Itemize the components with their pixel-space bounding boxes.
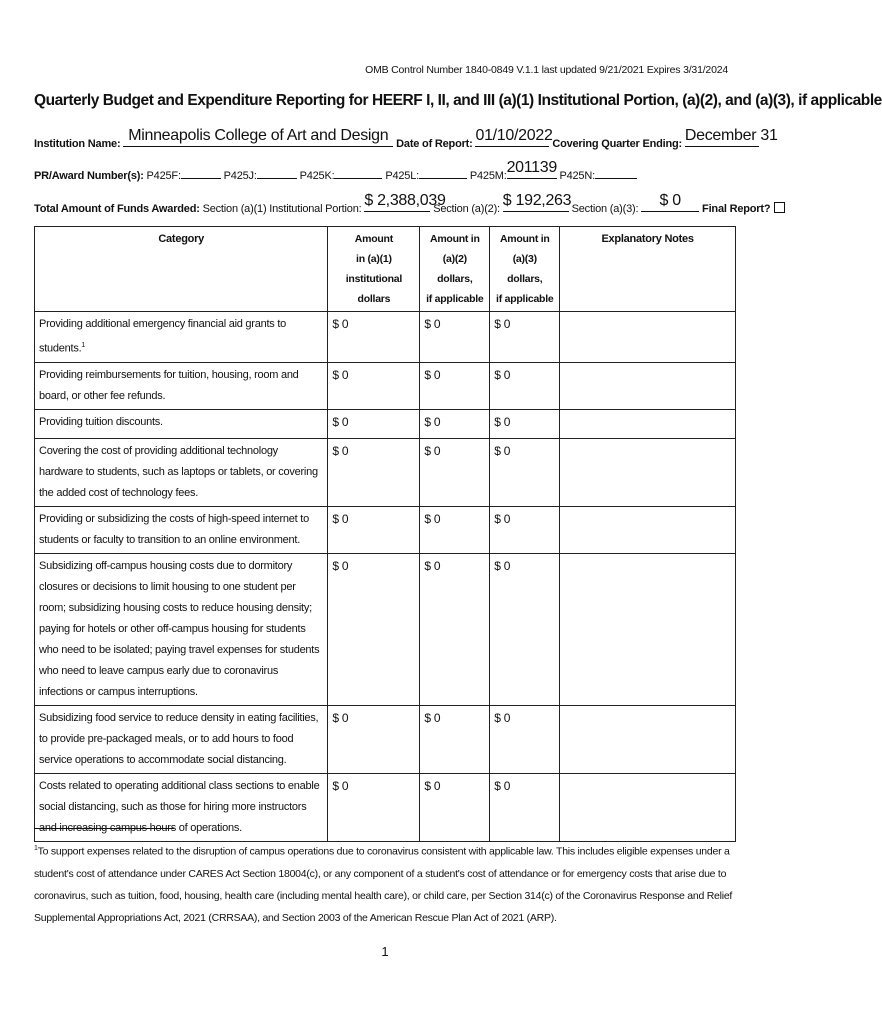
row-category: Providing reimbursements for tuition, housing, room and board, or other fee refunds. — [35, 362, 328, 409]
row-category: Costs related to operating additional class sections to enable social distancing, such as those for hiring more instructors and increasing campus hours of operations. — [35, 773, 328, 841]
table-header-row — [35, 227, 736, 312]
pr-award-line — [34, 159, 637, 182]
table-row — [35, 553, 736, 705]
row-amount-a2[interactable]: $ 0 — [420, 506, 490, 553]
total-funds-line — [34, 192, 785, 215]
quarter-label: Covering Quarter Ending: — [552, 138, 682, 150]
p425f-field[interactable] — [181, 166, 221, 179]
row-amount-a3[interactable]: $ 0 — [490, 553, 560, 705]
row-category: Providing tuition discounts. — [35, 409, 328, 438]
row-notes[interactable] — [560, 362, 736, 409]
p425k-label: P425K: — [299, 170, 335, 182]
section-a2-label: Section (a)(2): — [433, 203, 500, 215]
table-row — [35, 705, 736, 773]
institution-label: Institution Name: — [34, 138, 121, 150]
row-amount-a3[interactable]: $ 0 — [490, 506, 560, 553]
header-amount-a3: Amount in (a)(3) dollars, if applicable — [490, 227, 560, 312]
row-amount-a1[interactable]: $ 0 — [328, 362, 420, 409]
section-a1-label: Section (a)(1) Institutional Portion: — [202, 203, 362, 215]
section-a1-value: $ 2,388,039 — [364, 192, 446, 209]
p425m-field[interactable] — [506, 159, 557, 179]
header-notes: Explanatory Notes — [560, 227, 736, 312]
row-category: Providing or subsidizing the costs of high-speed internet to students or faculty to transition to an online environment. — [35, 506, 328, 553]
table-row — [35, 312, 736, 363]
date-of-report-value: 01/10/2022 — [475, 127, 553, 144]
quarter-ending-value: December 31 — [684, 127, 778, 144]
table-row — [35, 773, 736, 841]
row-amount-a3[interactable]: $ 0 — [490, 773, 560, 841]
p425j-label: P425J: — [223, 170, 257, 182]
row-amount-a1[interactable]: $ 0 — [328, 438, 420, 506]
footnote — [34, 838, 740, 929]
row-notes[interactable] — [560, 553, 736, 705]
section-a2-value: $ 192,263 — [502, 192, 572, 209]
footnote-text: To support expenses related to the disruption of campus operations due to coronavirus consistent with applicable law. This includes eligible expenses under a student's cost of attendance under CARES Act Section 18004(c), or any component of a student's cost of attendance or for emergency costs that arise due to coronavirus, such as tuition, food, housing, health care (including mental health care), or child care, per Section 314(c) of the Coronavirus Response and Relief Supplemental Appropriations Act, 2021 (CRRSAA), and Section 2003 of the American Rescue Plan Act of 2021 (ARP). — [34, 845, 733, 924]
total-funds-label: Total Amount of Funds Awarded: — [34, 203, 200, 215]
p425n-field[interactable] — [595, 166, 637, 179]
row-amount-a2[interactable]: $ 0 — [420, 409, 490, 438]
p425j-field[interactable] — [257, 166, 297, 179]
row-amount-a2[interactable]: $ 0 — [420, 438, 490, 506]
table-row — [35, 362, 736, 409]
row-amount-a3[interactable]: $ 0 — [490, 362, 560, 409]
section-a3-label: Section (a)(3): — [571, 203, 639, 215]
row-notes[interactable] — [560, 705, 736, 773]
row-amount-a2[interactable]: $ 0 — [420, 705, 490, 773]
row-amount-a2[interactable]: $ 0 — [420, 362, 490, 409]
table-row — [35, 506, 736, 553]
final-report-label: Final Report? — [702, 203, 771, 215]
p425l-field[interactable] — [419, 166, 467, 179]
row-category: Subsidizing off-campus housing costs due to dormitory closures or decisions to limit housing to one student per room; subsidizing housing costs to reduce housing density; paying for hotels or other off-campus housing for students who need to be isolated; paying travel expenses for students who need to leave campus early due to coronavirus infections or campus interruptions. — [35, 553, 328, 705]
institution-name-value: Minneapolis College of Art and Design — [128, 127, 389, 144]
footnote-divider — [34, 828, 174, 829]
row-notes[interactable] — [560, 773, 736, 841]
expenditure-table — [34, 226, 736, 842]
row-category: Covering the cost of providing additional technology hardware to students, such as laptops or tablets, or covering the added cost of technology fees. — [35, 438, 328, 506]
row-amount-a1[interactable]: $ 0 — [328, 506, 420, 553]
row-notes[interactable] — [560, 438, 736, 506]
header-category: Category — [35, 227, 328, 312]
p425n-label: P425N: — [559, 170, 595, 182]
header-amount-a1: Amount in (a)(1) institutional dollars — [328, 227, 420, 312]
row-amount-a1[interactable]: $ 0 — [328, 409, 420, 438]
row-amount-a1[interactable]: $ 0 — [328, 312, 420, 363]
p425m-label: P425M: — [469, 170, 507, 182]
section-a3-value: $ 0 — [659, 192, 681, 209]
row-amount-a2[interactable]: $ 0 — [420, 773, 490, 841]
institution-line — [34, 127, 778, 150]
row-amount-a1[interactable]: $ 0 — [328, 705, 420, 773]
row-amount-a2[interactable]: $ 0 — [420, 312, 490, 363]
omb-control-number: OMB Control Number 1840-0849 V.1.1 last updated 9/21/2021 Expires 3/31/2024 — [365, 64, 728, 76]
row-amount-a3[interactable]: $ 0 — [490, 705, 560, 773]
date-label: Date of Report: — [396, 138, 473, 150]
row-notes[interactable] — [560, 506, 736, 553]
row-amount-a2[interactable]: $ 0 — [420, 553, 490, 705]
row-notes[interactable] — [560, 312, 736, 363]
p425m-value: 201139 — [506, 159, 557, 176]
row-category: Providing additional emergency financial aid grants to students.$^1$ — [35, 312, 328, 363]
table-row — [35, 409, 736, 438]
row-amount-a3[interactable]: $ 0 — [490, 438, 560, 506]
footnote-number: 1 — [34, 845, 38, 852]
row-amount-a1[interactable]: $ 0 — [328, 553, 420, 705]
p425l-label: P425L: — [385, 170, 419, 182]
section-a1-field[interactable] — [364, 192, 446, 212]
header-amount-a2: Amount in (a)(2) dollars, if applicable — [420, 227, 490, 312]
page-number: 1 — [381, 944, 389, 959]
section-a3-field[interactable] — [641, 192, 699, 212]
pr-award-label: PR/Award Number(s): — [34, 170, 144, 182]
row-amount-a1[interactable]: $ 0 — [328, 773, 420, 841]
page-title: Quarterly Budget and Expenditure Reporting for HEERF I, II, and III (a)(1) Institutional Portion, (a)(2), and (a)(3), if applicable — [34, 92, 882, 109]
institution-name-field[interactable] — [123, 127, 393, 147]
table-row — [35, 438, 736, 506]
row-notes[interactable] — [560, 409, 736, 438]
section-a2-field[interactable] — [502, 192, 572, 212]
final-report-checkbox[interactable] — [774, 202, 785, 213]
date-of-report-field[interactable] — [475, 127, 553, 147]
p425f-label: P425F: — [146, 170, 181, 182]
row-amount-a3[interactable]: $ 0 — [490, 312, 560, 363]
p425k-field[interactable] — [334, 166, 382, 179]
row-amount-a3[interactable]: $ 0 — [490, 409, 560, 438]
quarter-ending-field[interactable] — [684, 127, 778, 147]
row-category: Subsidizing food service to reduce density in eating facilities, to provide pre-packaged meals, or to add hours to food service operations to accommodate social distancing. — [35, 705, 328, 773]
